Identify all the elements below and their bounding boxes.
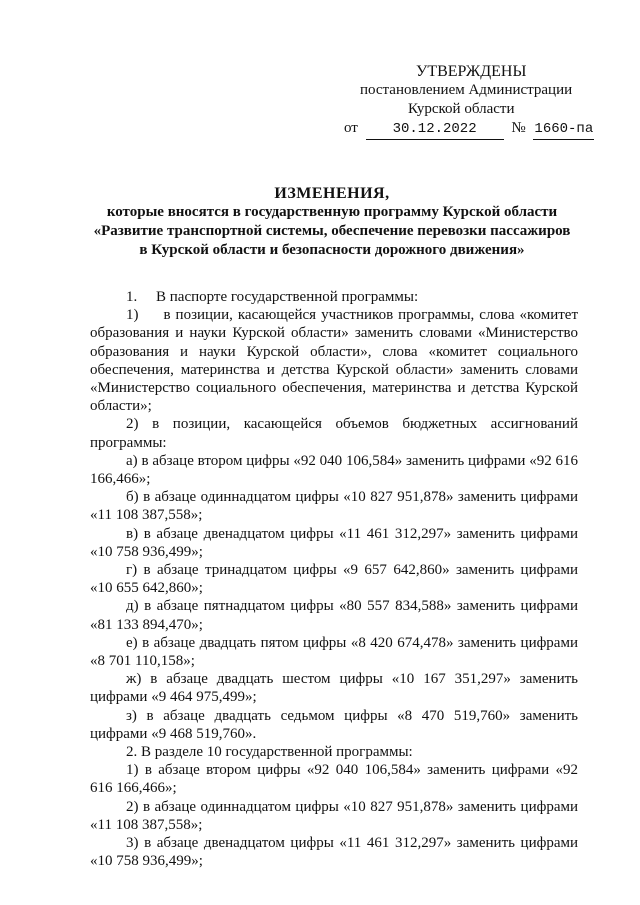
paragraph: д) в абзаце пятнадцатом цифры «80 557 834,588» заменить цифрами «81 133 894,470»; bbox=[90, 598, 578, 633]
paragraph: 2) в абзаце одиннадцатом цифры «10 827 951,878» заменить цифрами «11 108 387,558»; bbox=[90, 798, 578, 833]
paragraph: б) в абзаце одиннадцатом цифры «10 827 951,878» заменить цифрами «11 108 387,558»; bbox=[90, 489, 578, 524]
paragraph: 1) в абзаце втором цифры «92 040 106,584» заменить цифрами «92 616 166,466»; bbox=[90, 762, 578, 797]
paragraph: 2. В разделе 10 государственной программы: bbox=[126, 744, 413, 761]
approval-line-3: Курской области bbox=[408, 101, 515, 117]
title-line: «Развитие транспортной системы, обеспечение перевозки пассажиров bbox=[93, 223, 571, 239]
document-title bbox=[80, 184, 584, 260]
paragraph: 3) в абзаце двенадцатом цифры «11 461 312,297» заменить цифрами «10 758 936,499»; bbox=[90, 835, 578, 870]
date-prefix: от bbox=[344, 120, 358, 136]
approval-line-2: постановлением Администрации bbox=[360, 82, 573, 98]
document-body bbox=[90, 288, 582, 871]
approval-stamp bbox=[344, 62, 594, 140]
approval-date: 30.12.2022 bbox=[366, 120, 504, 140]
paragraph: а) в абзаце втором цифры «92 040 106,584» заменить цифрами «92 616 166,466»; bbox=[90, 452, 578, 488]
title-line: которые вносятся в государственную программу Курской области bbox=[106, 204, 558, 220]
title-line: в Курской области и безопасности дорожного движения» bbox=[139, 242, 525, 258]
approval-number: 1660-па bbox=[533, 120, 594, 140]
number-prefix: № bbox=[511, 120, 526, 136]
paragraph: г) в абзаце тринадцатом цифры «9 657 642,860» заменить цифрами «10 655 642,860»; bbox=[90, 562, 578, 597]
paragraph: ж) в абзаце двадцать шестом цифры «10 167 351,297» заменить цифрами «9 464 975,499»; bbox=[90, 671, 578, 706]
paragraph: 1) в позиции, касающейся участников программы, слова «комитет образования и науки Курской области» заменить словами «Министерство образования и науки Курской области», слова «комитет социального обеспечения, материнства и детства Курской области» заменить словами «Министерство социального обеспечения, материнства и детства Курской области»; bbox=[90, 307, 582, 415]
paragraph: з) в абзаце двадцать седьмом цифры «8 470 519,760» заменить цифрами «9 468 519,760». bbox=[90, 707, 578, 742]
paragraph: е) в абзаце двадцать пятом цифры «8 420 674,478» заменить цифрами «8 701 110,158»; bbox=[90, 634, 578, 670]
approval-date-line bbox=[344, 119, 594, 140]
paragraph: в) в абзаце двенадцатом цифры «11 461 312,297» заменить цифрами «10 758 936,499»; bbox=[90, 525, 578, 560]
paragraph: 1. В паспорте государственной программы: bbox=[126, 289, 419, 305]
title-main: ИЗМЕНЕНИЯ, bbox=[274, 185, 390, 202]
approval-heading: УТВЕРЖДЕНЫ bbox=[416, 63, 527, 80]
paragraph: 2) в позиции, касающейся объемов бюджетных ассигнований программы: bbox=[90, 416, 578, 451]
